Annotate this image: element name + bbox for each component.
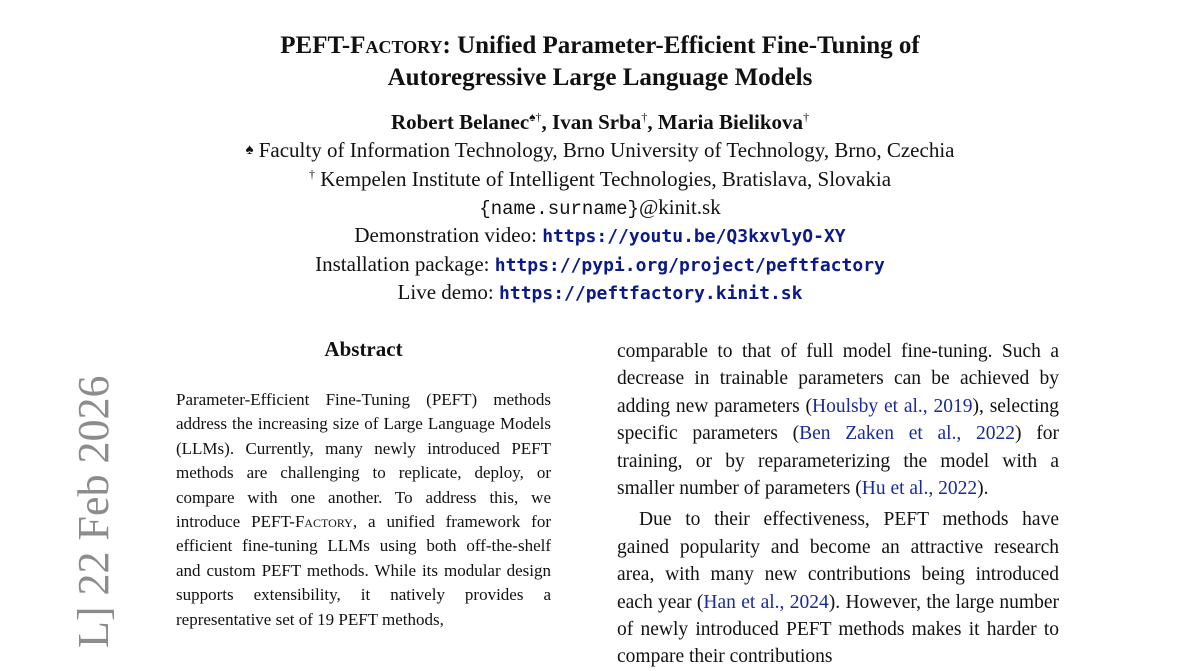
demo-line: Live demo: https://peftfactory.kinit.sk (397, 280, 803, 304)
intro-column (617, 338, 1059, 671)
citation-link[interactable]: Ben Zaken et al., 2022 (799, 423, 1016, 445)
author-name: Maria Bielikova (657, 110, 804, 134)
citation-link[interactable]: Han et al., 2024 (703, 591, 829, 613)
citation-link[interactable]: Hu et al., 2022 (861, 478, 978, 500)
author-list: Robert Belanec♠†, Ivan Srba†, Maria Bielikova† (390, 110, 810, 134)
package-line: Installation package: https://pypi.org/project/peftfactory (315, 252, 885, 276)
arxiv-stamp: L] 22 Feb 2026 (69, 375, 118, 648)
package-link[interactable]: https://pypi.org/project/peftfactory (494, 255, 885, 276)
affiliation-1: ♠ Faculty of Information Technology, Brno University of Technology, Brno, Czechia (245, 138, 955, 162)
author-name: Ivan Srba (552, 110, 642, 134)
video-link[interactable]: https://youtu.be/Q3kxvlyO-XY (542, 226, 846, 247)
demo-link[interactable]: https://peftfactory.kinit.sk (499, 283, 803, 304)
affiliation-2: † Kempelen Institute of Intelligent Technologies, Bratislava, Slovakia (308, 167, 892, 191)
contact-email: {name.surname}@kinit.sk (479, 195, 721, 220)
paper-title (0, 30, 1200, 94)
abstract-text: Parameter-Efficient Fine-Tuning (PEFT) methods address the increasing size of Large Language Models (LLMs). Currently, many newly introduced PEFT methods are challenging to replicate, deploy, or compare with one another. To address this, we introduce PEFT-Factory, a unified framework for efficient fine-tuning LLMs using both off-the-shelf and custom PEFT methods. While its modular design supports extensibility, it natively provides a representative set of 19 PEFT methods, (176, 390, 551, 629)
author-name: Robert Belanec (390, 110, 530, 134)
intro-paragraph-2: Due to their effectiveness, PEFT methods have gained popularity and become an attractive research area, with many new contributions being introduced each year (Han et al., 2024). However, the large number of newly introduced PEFT methods makes it harder to compare their contributions (617, 509, 1059, 668)
title-line-2: Autoregressive Large Language Models (387, 64, 813, 91)
abstract-heading: Abstract (324, 337, 403, 361)
intro-paragraph-1: comparable to that of full model fine-tuning. Such a decrease in trainable parameters can be achieved by adding new parameters (Houlsby et al., 2019), selecting specific parameters (Ben Zaken et al., 2022) for training, or by reparameterizing the model with a smaller number of parameters (Hu et al., 2022). (617, 341, 1059, 500)
video-line: Demonstration video: https://youtu.be/Q3kxvlyO-XY (354, 223, 846, 247)
citation-link[interactable]: Houlsby et al., 2019 (812, 395, 973, 417)
title-line-1: PEFT-Factory: Unified Parameter-Efficient Fine-Tuning of (280, 32, 920, 59)
